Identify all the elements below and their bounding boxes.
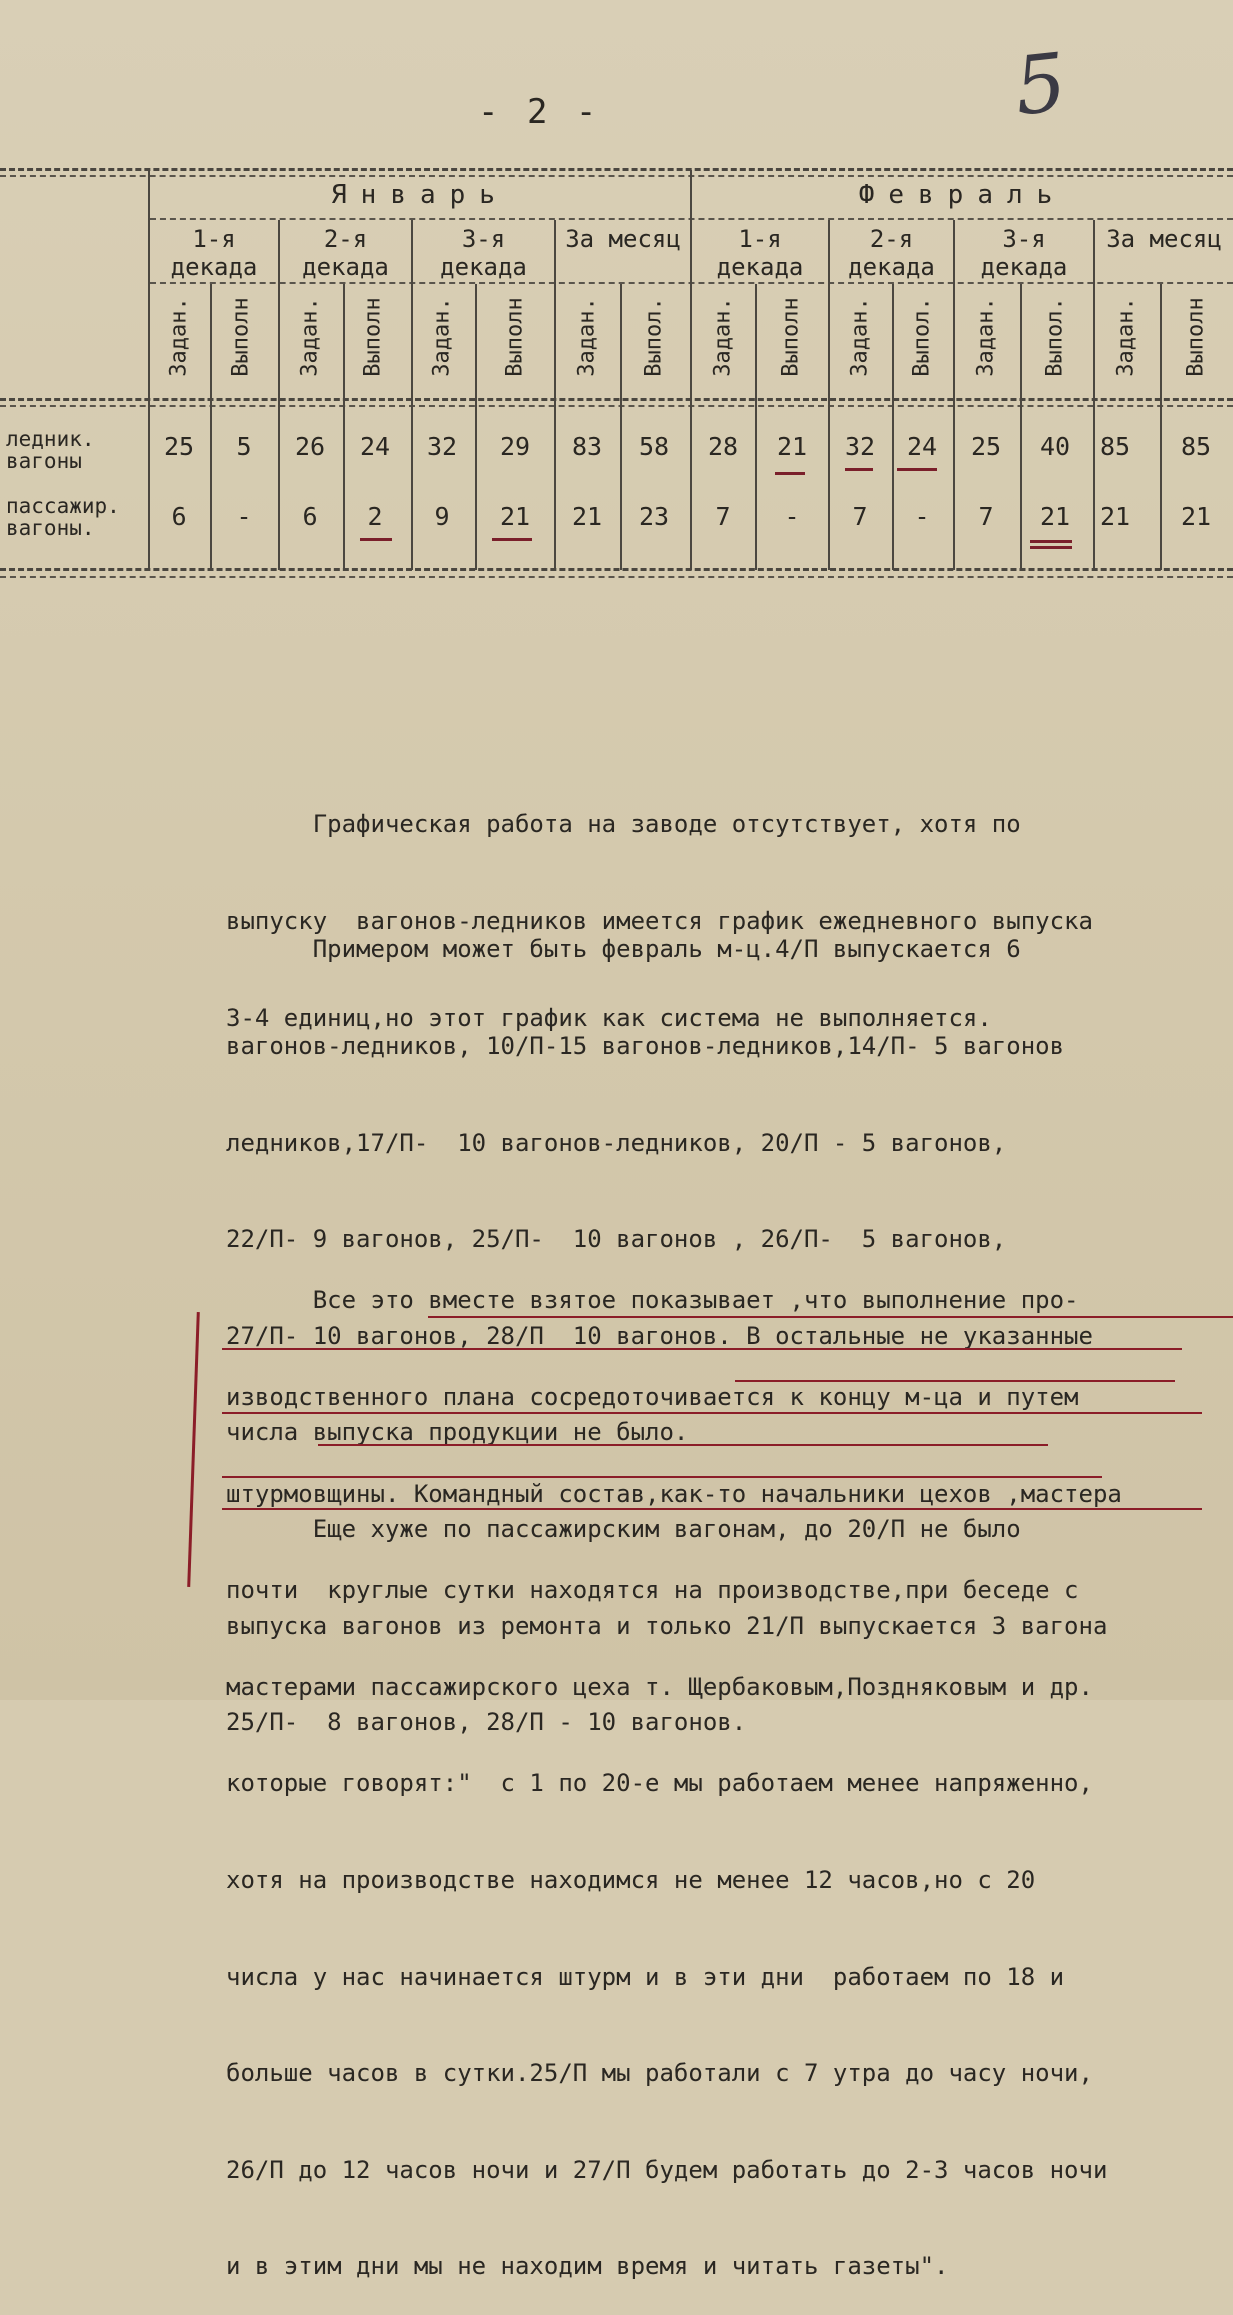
table-cell: 21: [1180, 502, 1212, 531]
table-cell: 9: [434, 502, 450, 531]
column-header: Задан.: [1113, 297, 1139, 377]
table-vline: [1020, 284, 1022, 570]
text-line: вагонов-ледников, 10/П-15 вагонов-ледников,14/П- 5 вагонов: [226, 1032, 1065, 1060]
row-label-line: пассажир.: [6, 494, 120, 518]
row-label-line: вагоны: [6, 449, 82, 473]
table-cell: 83: [571, 432, 603, 461]
table-cell: 5: [236, 432, 252, 461]
pencil-underline: [360, 538, 392, 541]
table-cell: 6: [302, 502, 318, 531]
column-header: Задан.: [973, 297, 999, 377]
text-line: штурмовщины. Командный состав,как-то начальники цехов ,мастера: [226, 1479, 1122, 1508]
table-cell: -: [914, 502, 930, 531]
column-header: Выпол.: [641, 297, 667, 377]
text-line: Примером может быть февраль м-ц.4/П выпускается 6: [226, 935, 1021, 964]
decade-header: 3-я декада: [980, 225, 1068, 281]
column-header: Задан.: [847, 297, 873, 377]
row-label-line: вагоны.: [6, 516, 95, 540]
column-header: Выполн: [228, 297, 254, 377]
table-bottom-border-2: [0, 576, 1233, 578]
pencil-underline: [1030, 540, 1072, 543]
text-line: больше часов в сутки.25/П мы работали с 7 утра до часу ночи,: [226, 2059, 1093, 2088]
table-vline: [755, 284, 757, 570]
table-cell: 7: [978, 502, 994, 531]
row-label-line: ледник.: [6, 427, 95, 451]
table-vline: [554, 220, 556, 570]
pencil-underline: [897, 468, 937, 471]
column-header: Выполн: [778, 297, 804, 377]
table-cell: 85: [1180, 432, 1212, 461]
table-top-border: [0, 168, 1233, 171]
table-cell: 23: [638, 502, 670, 531]
text-line: и в этим дни мы не находим время и читать газеты".: [226, 2252, 949, 2281]
table-cell: 7: [715, 502, 731, 531]
column-header: Задан.: [297, 297, 323, 377]
table-cell: 6: [171, 502, 187, 531]
text-line: Еще хуже по пассажирским вагонам, до 20/П не было: [226, 1514, 1021, 1543]
column-header: Задан.: [710, 297, 736, 377]
page-number: - 2 -: [478, 92, 601, 132]
archive-number: 5: [1010, 35, 1071, 134]
text-line: выпуска вагонов из ремонта и только 21/П выпускается 3 вагона: [226, 1611, 1108, 1640]
text-line: выпуску вагонов-ледников имеется график ежедневного выпуска: [226, 907, 1093, 935]
text-line: 22/П- 9 вагонов, 25/П- 10 вагонов , 26/П- 5 вагонов,: [226, 1225, 1007, 1254]
column-header: Выпол.: [1042, 297, 1068, 377]
text-line: изводственного плана сосредоточивается к концу м-ца и путем: [226, 1383, 1079, 1411]
decade-header: 1-я декада: [170, 225, 258, 281]
table-cell: 21: [1099, 502, 1131, 531]
red-underline: [318, 1444, 1048, 1446]
pencil-underline: [1030, 546, 1072, 549]
red-underline: [428, 1316, 1233, 1318]
table-cell: 85: [1099, 432, 1131, 461]
table-cell: -: [784, 502, 800, 531]
text-line: числа выпуска продукции не было.: [226, 1418, 689, 1447]
table-cell: 24: [906, 432, 938, 461]
pencil-underline: [775, 472, 805, 475]
red-underline: [222, 1508, 1202, 1510]
table-cell: 25: [970, 432, 1002, 461]
table-cell: -: [236, 502, 252, 531]
table-cell: 32: [844, 432, 876, 461]
text-line: 26/П до 12 часов ночи и 27/П будем работать до 2-3 часов ночи: [226, 2155, 1108, 2184]
table-cell: 21: [499, 502, 531, 531]
table-cell: 7: [852, 502, 868, 531]
text-line: хотя на производстве находимся не менее 12 часов,но с 20: [226, 1865, 1036, 1894]
table-vline: [620, 284, 622, 570]
table-vline: [475, 284, 477, 570]
table-cell: 21: [571, 502, 603, 531]
table-cell: 21: [1039, 502, 1071, 531]
month-february: Февраль: [858, 180, 1067, 210]
table-cell: 32: [426, 432, 458, 461]
decade-header: За месяц: [1106, 225, 1222, 253]
row-label-passenger-wagons: [6, 495, 120, 539]
text-line: 3-4 единиц,но этот график как система не выполняется.: [226, 1003, 992, 1032]
row-label-ice-wagons: [6, 428, 95, 472]
text-line: Все это вместе взятое показывает ,что выполнение про-: [226, 1286, 1079, 1315]
decade-header: 2-я декада: [302, 225, 389, 281]
decade-header: 1-я декада: [716, 225, 804, 281]
decade-header: 2-я декада: [848, 225, 935, 281]
table-header-border-2: [0, 405, 1233, 407]
decade-header: За месяц: [565, 225, 681, 253]
text-line: 25/П- 8 вагонов, 28/П - 10 вагонов.: [226, 1708, 747, 1737]
column-header: Задан.: [166, 297, 192, 377]
table-header-border: [0, 398, 1233, 401]
text-line: 27/П- 10 вагонов, 28/П 10 вагонов. В остальные не указанные: [226, 1321, 1093, 1350]
table-cell: 40: [1039, 432, 1071, 461]
table-cell: 21: [776, 432, 808, 461]
red-underline: [222, 1348, 1182, 1350]
text-line: которые говорят:" с 1 по 20-е мы работаем менее напряженно,: [226, 1769, 1093, 1798]
table-bottom-border: [0, 568, 1233, 571]
text-line: почти круглые сутки находятся на производстве,при беседе с: [226, 1576, 1079, 1605]
table-cell: 29: [499, 432, 531, 461]
table-top-border-2: [0, 175, 1233, 177]
red-underline: [222, 1476, 1102, 1478]
table-cell: 25: [163, 432, 195, 461]
red-underline: [735, 1380, 1175, 1382]
decade-header: 3-я декада: [440, 225, 527, 281]
table-cell: 2: [367, 502, 383, 531]
pencil-underline: [845, 468, 873, 471]
pencil-underline: [492, 538, 532, 541]
column-header: Выполн: [1183, 297, 1209, 377]
table-vline: [1160, 284, 1162, 570]
text-line: ледников,17/П- 10 вагонов-ледников, 20/П - 5 вагонов,: [226, 1128, 1007, 1157]
table-vline: [210, 284, 212, 570]
column-header: Задан.: [429, 297, 455, 377]
red-underline: [222, 1412, 1202, 1414]
paragraph-3: [226, 1220, 1226, 2315]
table-cell: 28: [707, 432, 739, 461]
table-cell: 58: [638, 432, 670, 461]
text-line: числа у нас начинается штурм и в эти дни работаем по 18 и: [226, 1962, 1065, 1991]
column-header: Выполн: [360, 297, 386, 377]
column-header: Выполн: [502, 297, 528, 377]
column-header: Выпол.: [909, 297, 935, 377]
table-cell: 26: [294, 432, 326, 461]
text-line: Графическая работа на заводе отсутствует, хотя по: [226, 810, 1021, 839]
month-january: Январь: [331, 180, 509, 210]
text-line: мастерами пассажирского цеха т. Щербаковым,Поздняковым и др.: [226, 1672, 1093, 1701]
column-header: Задан.: [574, 297, 600, 377]
table-cell: 24: [359, 432, 391, 461]
